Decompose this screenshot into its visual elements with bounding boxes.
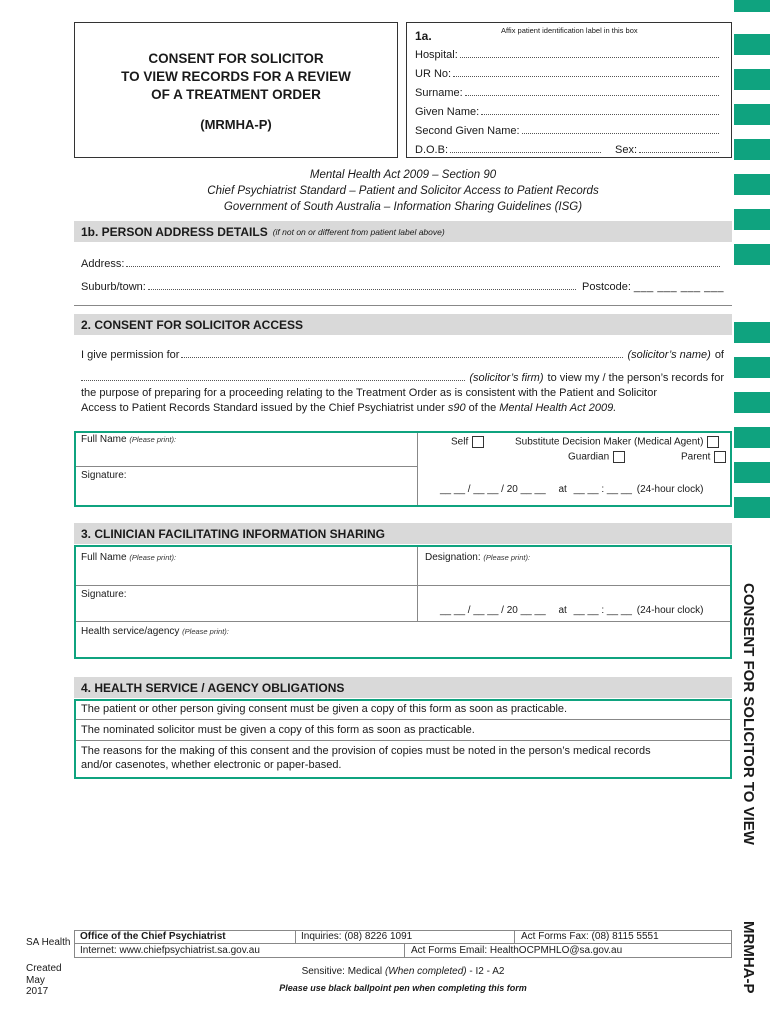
time-field[interactable]: __ __ : __ __: [573, 484, 632, 495]
divider: [404, 944, 405, 957]
classification-text: - I2 - A2: [469, 966, 505, 977]
designation-field[interactable]: [425, 552, 530, 563]
clinician-signature-field[interactable]: [81, 589, 127, 600]
form-title-line2: TO VIEW RECORDS FOR A REVIEW: [121, 69, 351, 84]
parent-checkbox[interactable]: [714, 451, 726, 463]
legislation-line2: Chief Psychiatrist Standard – Patient and Solicitor Access to Patient Records: [207, 185, 599, 197]
guardian-label: Guardian: [568, 451, 610, 463]
label-note: Affix patient identification label in this box: [501, 26, 638, 35]
legislation-references: [74, 167, 732, 215]
edge-tab: [734, 209, 770, 230]
section-2-title: 2. CONSENT FOR SOLICITOR ACCESS: [81, 317, 304, 332]
given-name-label: Given Name:: [415, 106, 480, 118]
title-box: [74, 22, 398, 158]
edge-tab: [734, 34, 770, 55]
sensitivity-label: [74, 966, 732, 977]
hospital-label: Hospital:: [415, 49, 458, 61]
ur-no-field[interactable]: [415, 61, 723, 80]
form-title-line3: OF A TREATMENT ORDER: [151, 87, 321, 102]
section-3-heading: [74, 523, 732, 544]
guardian-option[interactable]: [568, 451, 625, 463]
ur-no-label: UR No:: [415, 68, 452, 80]
access-prefix: Access to Patient Records Standard issued by the Chief Psychiatrist under: [81, 402, 445, 414]
self-option[interactable]: [451, 436, 484, 448]
time-field[interactable]: __ __ : __ __: [573, 605, 632, 616]
legislation-line3: Government of South Australia – Information Sharing Guidelines (ISG): [223, 201, 583, 213]
address-field[interactable]: [81, 256, 724, 270]
of-the-text: of the: [468, 402, 497, 414]
divider: [76, 719, 730, 720]
divider: [75, 943, 731, 944]
dob-sex-row: [415, 137, 723, 156]
full-name-label: Full Name: [81, 552, 127, 563]
at-text: at: [558, 605, 567, 616]
given-name-field[interactable]: [415, 99, 723, 118]
signature-label: Signature:: [81, 470, 127, 481]
section-3-title: 3. CLINICIAN FACILITATING INFORMATION SHARING: [81, 526, 385, 541]
consent-statement: [81, 386, 731, 416]
consent-date-time[interactable]: [440, 484, 703, 495]
self-checkbox[interactable]: [472, 436, 484, 448]
side-code: MRMHA-P: [740, 921, 757, 994]
edge-tab: [734, 0, 770, 12]
purpose-text: the purpose of preparing for a proceeding relating to the Treatment Order as is consistent with the Patient and Solicitor: [81, 387, 657, 399]
edge-tab: [734, 69, 770, 90]
section-4-heading: [74, 677, 732, 698]
please-print-hint: (Please print):: [129, 435, 177, 444]
section-1a-label: 1a.: [415, 29, 432, 43]
divider: [417, 547, 418, 621]
section-1b-title: 1b. PERSON ADDRESS DETAILS: [81, 224, 268, 239]
form-title-line1: CONSENT FOR SOLICITOR: [148, 51, 324, 66]
pen-note: Please use black ballpoint pen when completing this form: [279, 983, 527, 993]
section-1b-note: (if not on or different from patient label above): [272, 226, 445, 237]
consent-signature-field[interactable]: [81, 470, 127, 481]
substitute-checkbox[interactable]: [707, 436, 719, 448]
postcode-field[interactable]: ___ ___ ___ ___: [633, 281, 724, 293]
clinician-date-time[interactable]: [440, 605, 703, 616]
clock-hint: (24-hour clock): [636, 605, 704, 616]
s90-text: s90: [447, 402, 466, 414]
created-label: Created: [26, 963, 62, 974]
divider: [76, 621, 730, 622]
surname-label: Surname:: [415, 87, 463, 99]
substitute-option[interactable]: [515, 436, 719, 448]
created-month: May: [26, 974, 45, 986]
obligation-item-1: The patient or other person giving consent must be given a copy of this form as soon as practicable.: [81, 703, 568, 715]
suburb-postcode-row: [81, 279, 724, 293]
act-name: Mental Health Act 2009.: [499, 402, 617, 414]
divider: [76, 585, 730, 586]
signature-label: Signature:: [81, 589, 127, 600]
solicitor-firm-hint: (solicitor’s firm): [469, 372, 544, 384]
solicitor-name-row: [81, 347, 724, 361]
solicitor-firm-row: [81, 370, 724, 384]
second-given-name-label: Second Given Name:: [415, 125, 520, 137]
sex-field[interactable]: [639, 152, 719, 153]
edge-tab: [734, 104, 770, 125]
date-field[interactable]: __ __ / __ __ / 20 __ __: [440, 484, 546, 495]
edge-tab: [734, 357, 770, 378]
office-name: Office of the Chief Psychiatrist: [80, 931, 226, 942]
edge-tab: [734, 427, 770, 448]
created-date: [26, 963, 62, 998]
edge-tab: [734, 244, 770, 265]
please-print-hint: (Please print):: [129, 553, 177, 562]
edge-tab: [734, 174, 770, 195]
clinician-full-name-field[interactable]: [81, 552, 176, 563]
guardian-checkbox[interactable]: [613, 451, 625, 463]
solicitor-name-field[interactable]: [181, 357, 623, 358]
postcode-label: Postcode:: [581, 281, 631, 293]
access-standard-text: [81, 401, 731, 416]
dob-field[interactable]: [450, 152, 601, 153]
solicitor-firm-field[interactable]: [81, 380, 465, 381]
divider: [74, 305, 732, 306]
sa-health-label: SA Health: [26, 937, 71, 948]
second-given-name-field[interactable]: [415, 118, 723, 137]
to-view-text: to view my / the person’s records for: [547, 372, 724, 384]
divider: [417, 433, 418, 505]
suburb-label: Suburb/town:: [81, 281, 146, 293]
health-service-label: Health service/agency: [81, 626, 180, 637]
edge-tab: [734, 322, 770, 343]
divider: [514, 931, 515, 943]
parent-option[interactable]: [681, 451, 726, 463]
self-label: Self: [451, 436, 469, 448]
substitute-label: Substitute Decision Maker (Medical Agent): [515, 436, 704, 448]
section-2-heading: [74, 314, 732, 335]
when-completed-text: (When completed): [384, 966, 467, 977]
edge-tab: [734, 139, 770, 160]
parent-label: Parent: [681, 451, 711, 463]
dob-label: D.O.B:: [415, 144, 449, 156]
sex-label: Sex:: [614, 144, 637, 156]
address-label: Address:: [81, 258, 125, 270]
act-forms-email[interactable]: Act Forms Email: HealthOCPMHLO@sa.gov.au: [411, 945, 623, 956]
side-title: CONSENT FOR SOLICITOR TO VIEW: [740, 583, 757, 845]
obligation-item-3: [81, 744, 651, 772]
edge-tab: [734, 497, 770, 518]
please-print-hint: (Please print):: [483, 553, 531, 562]
divider: [76, 466, 417, 467]
created-year: 2017: [26, 986, 49, 997]
permission-prefix: I give permission for: [81, 349, 180, 361]
divider: [76, 740, 730, 741]
health-service-field[interactable]: [81, 626, 229, 637]
please-print-hint: (Please print):: [182, 627, 229, 636]
obligation-item-3-line1: The reasons for the making of this consent and the provision of copies must be noted in the person’s medical records: [81, 745, 651, 757]
designation-label: Designation:: [425, 552, 481, 563]
edge-tab: [734, 392, 770, 413]
clock-hint: (24-hour clock): [636, 484, 704, 495]
section-1b-heading: [74, 221, 732, 242]
consent-full-name-field[interactable]: [81, 434, 176, 445]
form-code: (MRMHA-P): [200, 117, 272, 132]
at-text: at: [558, 484, 567, 495]
legislation-line1: Mental Health Act 2009 – Section 90: [309, 169, 497, 181]
edge-tab: [734, 462, 770, 483]
full-name-label: Full Name: [81, 434, 127, 445]
surname-field[interactable]: [415, 80, 723, 99]
internet-link[interactable]: Internet: www.chiefpsychiatrist.sa.gov.au: [80, 945, 260, 956]
obligation-item-3-line2: and/or casenotes, whether electronic or paper-based.: [81, 759, 342, 771]
hospital-field[interactable]: [415, 42, 723, 61]
act-forms-fax: Act Forms Fax: (08) 8115 5551: [521, 931, 659, 942]
patient-label-box: [406, 22, 732, 158]
obligation-item-2: The nominated solicitor must be given a copy of this form as soon as practicable.: [81, 724, 475, 736]
sensitive-text: Sensitive: Medical: [301, 966, 383, 977]
divider: [295, 931, 296, 943]
section-4-title: 4. HEALTH SERVICE / AGENCY OBLIGATIONS: [81, 680, 345, 695]
inquiries-phone: Inquiries: (08) 8226 1091: [301, 931, 413, 942]
of-text: of: [714, 349, 724, 361]
date-field[interactable]: __ __ / __ __ / 20 __ __: [440, 605, 546, 616]
suburb-field[interactable]: [148, 289, 576, 290]
solicitor-name-hint: (solicitor’s name): [627, 349, 711, 361]
